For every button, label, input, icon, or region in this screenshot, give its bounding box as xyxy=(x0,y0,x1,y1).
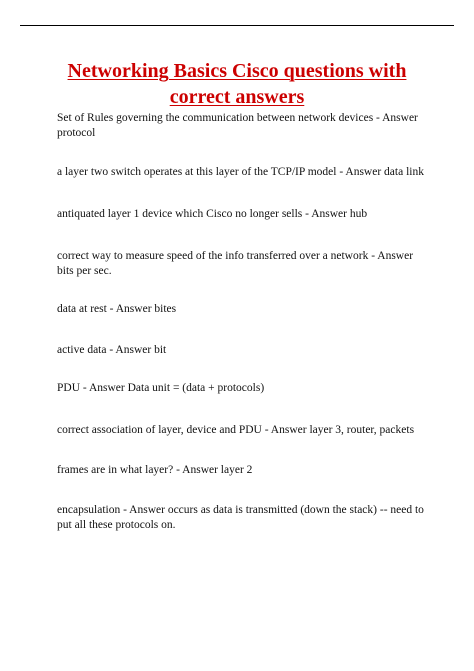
qa-item-1: Set of Rules governing the communication between network devices - Answer protocol xyxy=(57,112,418,139)
document-title xyxy=(40,58,434,110)
qa-item-8: correct association of layer, device and PDU - Answer layer 3, router, packets xyxy=(57,424,415,436)
qa-item-4: correct way to measure speed of the info transferred over a network - Answer bits per sec. xyxy=(57,250,414,277)
qa-item-3: antiquated layer 1 device which Cisco no longer sells - Answer hub xyxy=(57,208,368,220)
qa-item-7: PDU - Answer Data unit = (data + protocols) xyxy=(57,382,265,394)
qa-item-2: a layer two switch operates at this layer of the TCP/IP model - Answer data link xyxy=(57,166,424,178)
qa-item-6: active data - Answer bit xyxy=(57,344,167,356)
qa-item-10: encapsulation - Answer occurs as data is transmitted (down the stack) -- need to put all these protocols on. xyxy=(57,504,424,531)
qa-item-5: data at rest - Answer bites xyxy=(57,303,177,315)
header-rule xyxy=(20,25,454,26)
title-line-2: correct answers xyxy=(169,86,305,108)
qa-item-9: frames are in what layer? - Answer layer 2 xyxy=(57,464,253,476)
title-line-1: Networking Basics Cisco questions with xyxy=(67,60,407,82)
